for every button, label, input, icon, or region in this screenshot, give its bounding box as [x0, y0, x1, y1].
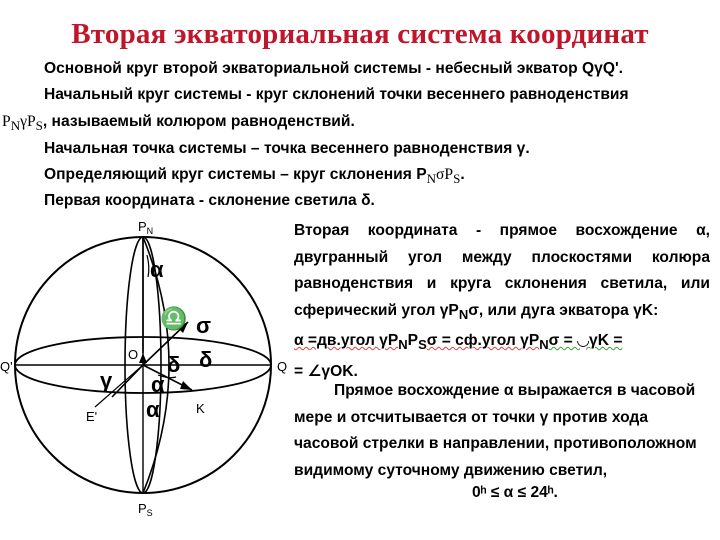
label-gamma: γ — [100, 368, 113, 393]
label-delta-outer: δ — [199, 347, 213, 372]
label-alpha-bottom: α — [146, 397, 160, 422]
label-o: O — [128, 347, 139, 362]
label-ps: $P_S$ — [138, 501, 153, 518]
label-alpha-top: α — [150, 257, 164, 282]
label-q-left: Q' — [0, 359, 13, 374]
label-alpha-middle: α — [151, 372, 165, 397]
libra-icon: ♎ — [160, 306, 188, 331]
arrow-o — [139, 353, 147, 363]
right-ascension-paragraph: Прямое восхождение α выражается в часовой мере и отсчитывается от точки γ против хода часовой стрелки в направлении, противоположном видимому суточному движению светил, — [294, 382, 697, 479]
label-k: K — [196, 401, 205, 416]
arrow-k — [180, 381, 192, 390]
label-delta-inner: δ — [167, 352, 181, 377]
text-line-main-circle: Основной круг второй экваториальной системы - небесный экватор QγQ'. — [44, 60, 624, 77]
label-sigma: σ — [196, 313, 212, 338]
text-line-defining-circle: Определяющий круг системы – круг склонения $P_N\sigma P_S$. — [44, 166, 465, 187]
text-line-initial-point: Начальная точка системы – точка весеннего равноденствия γ. — [44, 140, 530, 157]
right-ascension-range: 0ʰ ≤ α ≤ 24ʰ. — [472, 484, 558, 501]
text-line-colure: $P_N\gamma P_S$, называемый колюром равноденствий. — [2, 113, 355, 134]
text-line-first-coordinate: Первая координата - склонение светила δ. — [44, 192, 375, 209]
celestial-sphere-diagram — [0, 215, 300, 540]
label-e: E' — [86, 409, 98, 424]
label-q-right: Q — [277, 359, 288, 374]
page-title: Вторая экваториальная система координат — [71, 18, 649, 50]
second-coordinate-paragraph: Вторая координата - прямое восхождение α, двугранный угол между плоскостями колюра равноденствия и круга склонения светила, или сферический угол $\gamma P_N\sigma$, или дуга экватора γK: α =дв.угол $\gamma P_NP_S\sigma$ = сф.угол $\gamma P_N\sigma$ = ◡γK = = ∠γOK. — [294, 222, 710, 380]
label-pn: $P_N$ — [138, 219, 154, 236]
text-line-initial-circle: Начальный круг системы - круг склонений точки весеннего равноденствия — [44, 86, 629, 103]
